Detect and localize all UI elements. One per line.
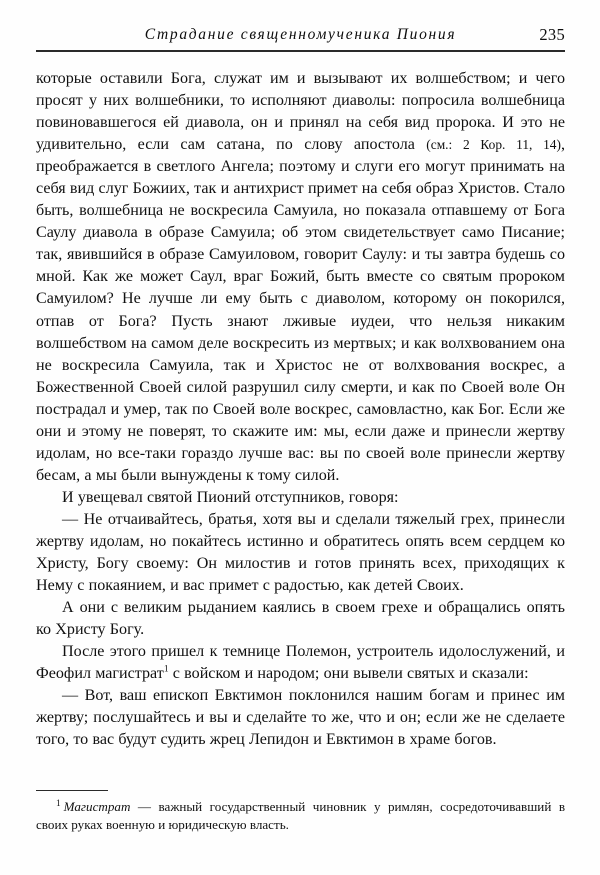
footnote-divider	[36, 790, 108, 791]
body-text-block	[36, 68, 565, 751]
footnote-reference-mark[interactable]: 1	[163, 664, 169, 675]
paragraph-p2: И увещевал святой Пионий отступников, говоря:	[62, 488, 399, 506]
paragraph-p6-speech: — Вот, ваш епископ Евктимон поклонился нашим богам и принес им жертву; послушайтесь и вы и сделайте то же, что и он; если же не сделаете того, то вас будут судить жрец Лепидон и Евктимон в храме богов.	[36, 687, 565, 749]
paragraph-p5: После этого пришел к темнице Полемон, устроитель идолослужений, и Феофил магистрат$^1$ с войском и народом; они вывели святых и сказали:	[36, 643, 565, 683]
footnote-area	[36, 790, 565, 833]
page-number: 235	[539, 25, 565, 44]
footnote-term: Магистрат	[63, 799, 131, 815]
paragraph-p3-speech: — Не отчаивайтесь, братья, хотя вы и сделали тяжелый грех, принесли жертву идолам, но покайтесь истинно и обратитесь опять всем сердцем ко Христу, Богу своему: Он милостив и готов принять всех, приходящих к Нему с покаянием, и вас примет с радостью, как детей Своих.	[36, 510, 565, 595]
paragraph-p4: А они с великим рыданием каялись в своем грехе и обращались опять ко Христу Богу.	[36, 599, 565, 639]
footnote-marker: 1	[56, 798, 61, 809]
header-divider	[36, 50, 565, 52]
footnote-dash: —	[130, 799, 159, 815]
running-head-title: Страдание священномученика Пиония	[144, 26, 457, 43]
footnote-text	[36, 798, 565, 833]
footnote-definition: важный государственный чиновник у римлян, сосредоточивавший в своих руках военную и юридическую власть.	[36, 799, 566, 832]
scripture-reference: (см.: 2 Кор. 11, 14)	[426, 137, 561, 153]
paragraph-p1-continued: которые оставили Бога, служат им и вызывают их волшебством; и чего просят у них волшебники, то исполняют диаволы: попросила волшебница повиновавшегося ей диавола, он и принял на себя вид пророка. И это не удивительно, если сам сатана, по слову апостола (см.: 2 Кор. 11, 14), преображается в светлого Ангела; поэтому и слуги его могут принимать на себя вид слуг Божиих, так и антихрист примет на себя образ Христов. Стало быть, волшебница не воскресила Самуила, но показала отпавшему от Бога Саулу диавола в образе Самуила; об этом свидетельствует само Писание; так, явившийся в образе Самуиловом, говорит Саулу: и ты завтра будешь со мной. Как же может Саул, враг Божий, быть вместе со святым пророком Самуилом? Не лучше ли ему быть с диаволом, которому он покорился, отпав от Бога? Пусть знают лживые иудеи, что нельзя никаким волшебством на самом деле воскресить из мертвых; и как волхвованием она не воскресила Самуила, так и Христос не от волхвования воскрес, а Божественной Своей силой разрушил силу смерти, и как по Своей воле Он пострадал и умер, так по Своей воле воскрес, самовластно, как Бог. Если же они и этому не поверят, то скажите им: мы, если даже и принесли жертву идолам, но все-таки гораздо лучше вас: вы по своей воле принесли жертву бесам, а мы были вынуждены к тому силой.	[36, 70, 565, 484]
